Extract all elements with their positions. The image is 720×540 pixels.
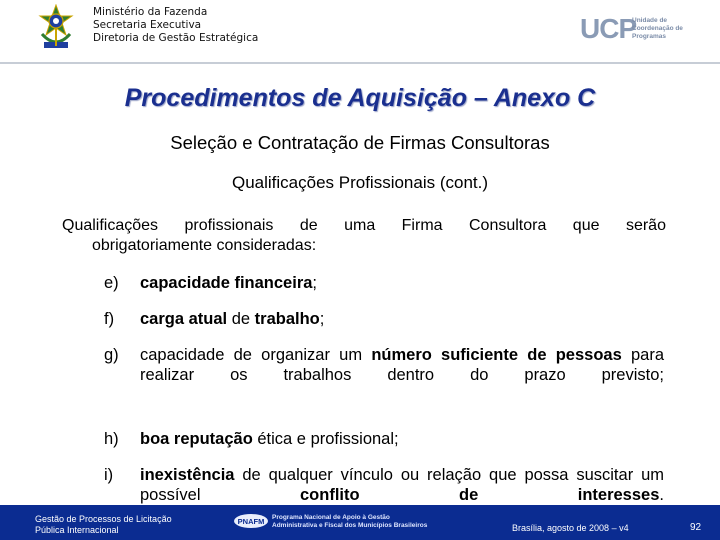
footer-date: Brasília, agosto de 2008 – v4 (512, 523, 629, 533)
list-item-text (140, 309, 664, 329)
intro-word: uma (344, 217, 376, 234)
ucp-logo-word: UCP (580, 13, 637, 44)
ucp-sub-line2: Coordenação de (632, 25, 683, 32)
ucp-sub-line1: Unidade de (632, 17, 668, 24)
list-item-text (140, 273, 664, 293)
intro-word: Firma (401, 217, 443, 234)
emphasis-text: conflito de interesses (300, 486, 660, 504)
intro-word: que (572, 217, 600, 234)
intro-word: Qualificações (62, 217, 159, 234)
pnafm-logo-text: PNAFM (237, 517, 265, 526)
organization-name (93, 6, 258, 45)
list-item-letter: i) (104, 466, 114, 484)
footer-program-line2: Administrativa e Fiscal dos Municípios Brasileiros (272, 521, 428, 529)
body-text: ; (319, 310, 325, 328)
footer-course-line1: Gestão de Processos de Licitação (35, 514, 172, 524)
body-text: ética e profissional; (252, 430, 399, 448)
footer-program-name (272, 514, 427, 529)
list-item-letter: f) (104, 310, 115, 328)
body-text: de qualquer vínculo ou relação que possa suscitar um possível (140, 466, 664, 504)
footer-course-line2: Pública Internacional (35, 525, 119, 535)
org-line-secretariat: Secretaria Executiva (93, 19, 202, 31)
list-item-text (140, 429, 664, 449)
list-item-text (140, 465, 664, 505)
emphasis-text: número suficiente de pessoas (371, 346, 622, 364)
emphasis-text: trabalho (254, 310, 320, 328)
body-text: ; (312, 274, 318, 292)
brazil-coat-of-arms-icon (36, 4, 76, 52)
list-item-text (140, 345, 664, 385)
intro-word: serão (625, 217, 666, 234)
header-divider (0, 62, 720, 64)
emphasis-text: carga atual (140, 310, 228, 328)
body-text: de (227, 310, 255, 328)
intro-word: Consultora (468, 217, 547, 234)
list-item-letter: h) (104, 430, 119, 448)
slide-footer (0, 505, 720, 540)
org-line-ministry: Ministério da Fazenda (93, 6, 208, 18)
section-heading: Qualificações Profissionais (cont.) (231, 173, 489, 192)
footer-program-line1: Programa Nacional de Apoio à Gestão (272, 514, 390, 521)
slide-header (0, 0, 720, 62)
list-item-letter: e) (104, 274, 119, 292)
body-text: capacidade de organizar um (140, 346, 372, 364)
intro-word: profissionais (184, 217, 274, 234)
emphasis-text: boa reputação (140, 430, 253, 448)
intro-line2: obrigatoriamente consideradas: (92, 237, 317, 254)
slide-subtitle: Seleção e Contratação de Firmas Consultoras (170, 132, 550, 153)
emphasis-text: capacidade financeira (140, 274, 313, 292)
emphasis-text: inexistência (140, 466, 235, 484)
ucp-sub-line3: Programas (632, 33, 666, 40)
footer-course-title (35, 514, 172, 536)
page-number: 92 (690, 522, 702, 533)
intro-word: de (299, 217, 318, 234)
intro-paragraph (62, 216, 666, 256)
org-line-directorate: Diretoria de Gestão Estratégica (93, 32, 259, 44)
slide-title: Procedimentos de Aquisição – Anexo C (124, 84, 596, 112)
ucp-logo-subtitle (632, 17, 683, 41)
list-item-letter: g) (104, 346, 119, 364)
pnafm-logo (233, 513, 269, 529)
body-text: . (659, 486, 664, 504)
intro-line1 (62, 216, 666, 236)
ucp-logo (580, 14, 688, 46)
body-text: para realizar os trabalhos dentro do prazo previsto; (140, 346, 664, 384)
